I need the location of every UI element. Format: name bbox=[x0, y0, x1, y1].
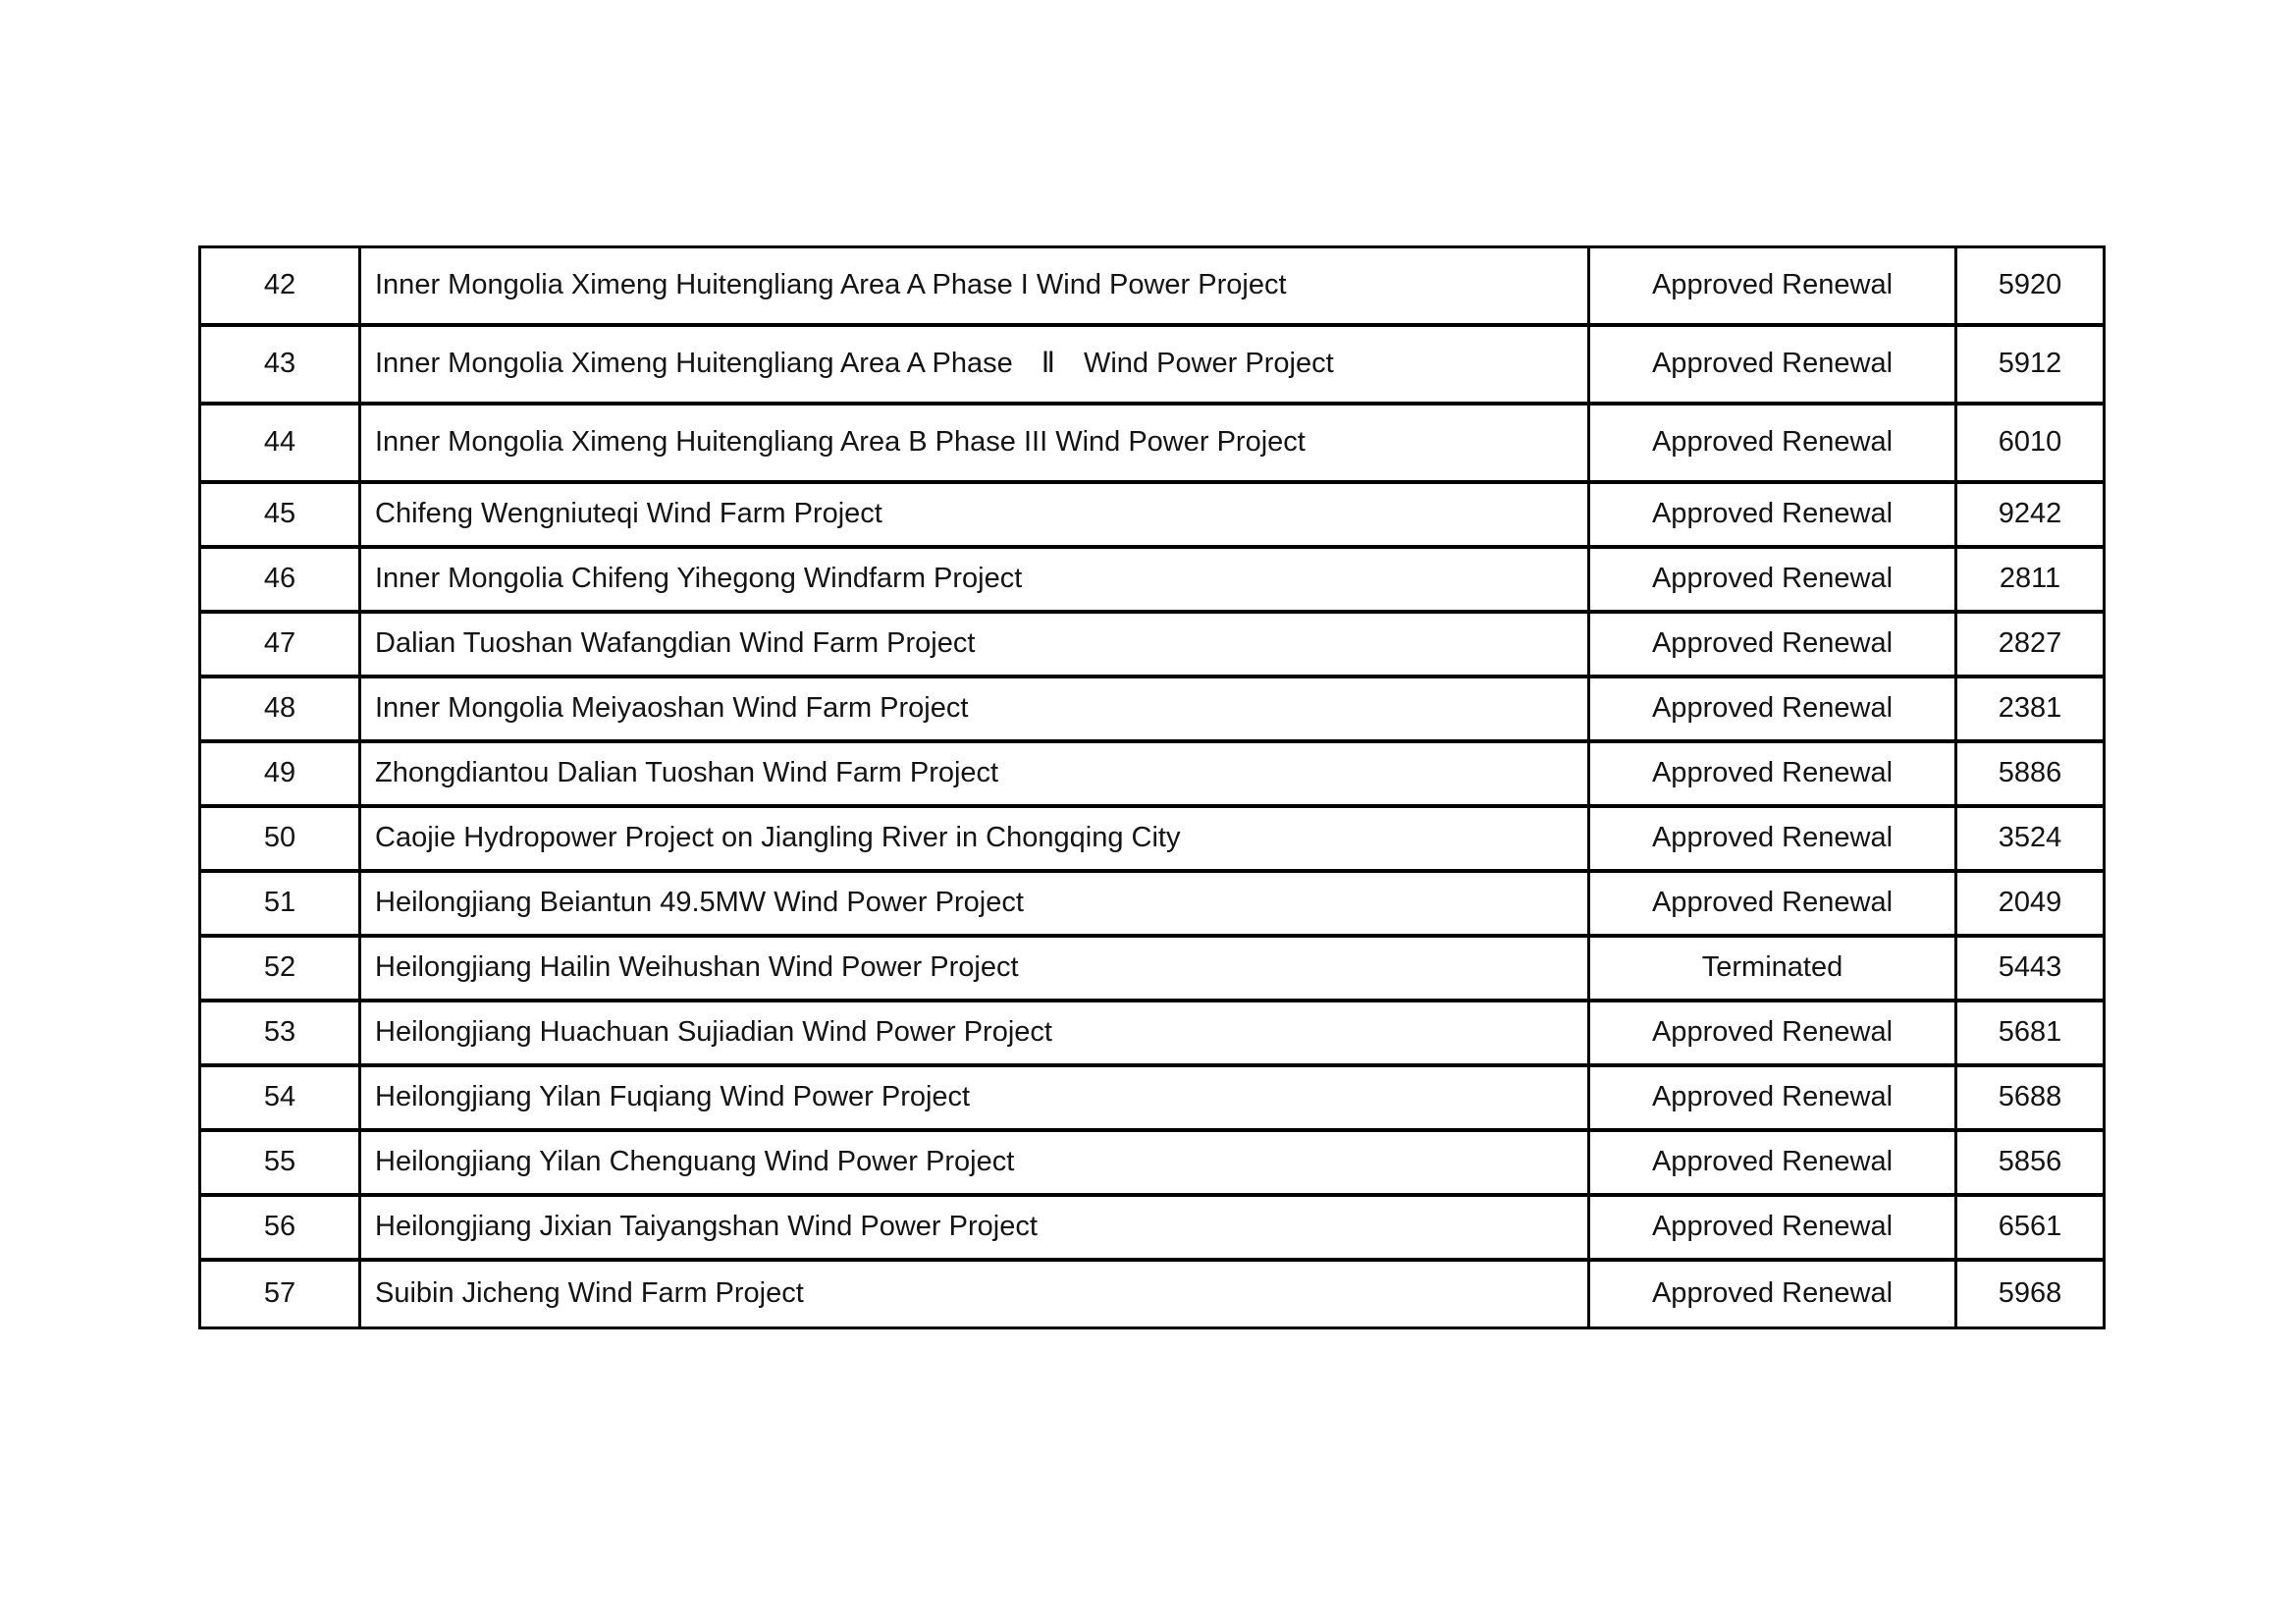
value-cell: 5968 bbox=[1998, 1277, 2062, 1310]
row-number-cell: 48 bbox=[201, 678, 361, 743]
project-name-cell: Inner Mongolia Ximeng Huitengliang Area B Phase III Wind Power Project bbox=[361, 406, 1590, 484]
project-name-cell: Zhongdiantou Dalian Tuoshan Wind Farm Project bbox=[361, 743, 1590, 808]
status-cell: Approved Renewal bbox=[1590, 406, 1957, 484]
status-cell: Approved Renewal bbox=[1590, 678, 1957, 743]
value-cell: 5681 bbox=[1957, 1002, 2103, 1067]
status-cell: Terminated bbox=[1590, 938, 1957, 1002]
row-number-cell: 43 bbox=[201, 327, 361, 406]
project-name-cell: Heilongjiang Yilan Chenguang Wind Power Project bbox=[361, 1132, 1590, 1197]
row-number-cell: 42 bbox=[201, 248, 361, 327]
status-cell: Approved Renewal bbox=[1590, 327, 1957, 406]
row-number-cell: 50 bbox=[201, 808, 361, 873]
row-number-cell: 54 bbox=[201, 1067, 361, 1132]
status-cell: Approved Renewal bbox=[1590, 1197, 1957, 1262]
status-cell: Approved Renewal bbox=[1590, 484, 1957, 549]
status-cell: Approved Renewal bbox=[1590, 248, 1957, 327]
project-name-cell: Suibin Jicheng Wind Farm Project bbox=[361, 1262, 1590, 1326]
row-number-cell: 55 bbox=[201, 1132, 361, 1197]
project-name-cell: Heilongjiang Beiantun 49.5MW Wind Power Project bbox=[361, 873, 1590, 938]
value-cell: 5912 bbox=[1957, 327, 2103, 406]
project-name-cell: Inner Mongolia Chifeng Yihegong Windfarm Project bbox=[361, 549, 1590, 614]
value-cell: 5688 bbox=[1957, 1067, 2103, 1132]
value-cell: 5886 bbox=[1957, 743, 2103, 808]
status-cell: Approved Renewal bbox=[1590, 1067, 1957, 1132]
row-number-cell: 57 bbox=[201, 1262, 361, 1326]
row-number-cell: 51 bbox=[201, 873, 361, 938]
project-name-cell: Heilongjiang Huachuan Sujiadian Wind Power Project bbox=[361, 1002, 1590, 1067]
status-cell: Approved Renewal bbox=[1590, 1132, 1957, 1197]
row-number-cell: 45 bbox=[201, 484, 361, 549]
value-cell: 3524 bbox=[1957, 808, 2103, 873]
value-cell: 6561 bbox=[1957, 1197, 2103, 1262]
project-name-cell: Chifeng Wengniuteqi Wind Farm Project bbox=[361, 484, 1590, 549]
value-cell: 5856 bbox=[1957, 1132, 2103, 1197]
status-cell: Approved Renewal bbox=[1590, 1002, 1957, 1067]
projects-table bbox=[198, 245, 2106, 1329]
status-cell: Approved Renewal bbox=[1590, 808, 1957, 873]
value-cell: 6010 bbox=[1957, 406, 2103, 484]
project-name-cell: Dalian Tuoshan Wafangdian Wind Farm Project bbox=[361, 614, 1590, 678]
status-cell: Approved Renewal bbox=[1590, 1262, 1957, 1326]
project-name-cell: Inner Mongolia Ximeng Huitengliang Area A Phase Ⅱ Wind Power Project bbox=[361, 327, 1590, 406]
project-name-cell: Heilongjiang Jixian Taiyangshan Wind Power Project bbox=[361, 1197, 1590, 1262]
value-cell: 5443 bbox=[1957, 938, 2103, 1002]
row-number-cell: 49 bbox=[201, 743, 361, 808]
row-number-cell: 47 bbox=[201, 614, 361, 678]
value-cell: 2827 bbox=[1957, 614, 2103, 678]
value-cell: 9242 bbox=[1957, 484, 2103, 549]
row-number-cell: 52 bbox=[201, 938, 361, 1002]
project-name-cell: Inner Mongolia Ximeng Huitengliang Area A Phase I Wind Power Project bbox=[361, 248, 1590, 327]
value-cell: 2381 bbox=[1957, 678, 2103, 743]
project-name-cell: Heilongjiang Hailin Weihushan Wind Power Project bbox=[361, 938, 1590, 1002]
value-cell: 2811 bbox=[1957, 549, 2103, 614]
project-name-cell: Heilongjiang Yilan Fuqiang Wind Power Project bbox=[361, 1067, 1590, 1132]
status-cell: Approved Renewal bbox=[1590, 743, 1957, 808]
status-cell: Approved Renewal bbox=[1590, 549, 1957, 614]
row-number-cell: 53 bbox=[201, 1002, 361, 1067]
row-number-cell: 56 bbox=[201, 1197, 361, 1262]
value-cell: 5920 bbox=[1957, 248, 2103, 327]
row-number-cell: 46 bbox=[201, 549, 361, 614]
status-cell: Approved Renewal bbox=[1590, 614, 1957, 678]
project-name-cell: Caojie Hydropower Project on Jiangling River in Chongqing City bbox=[361, 808, 1590, 873]
status-cell: Approved Renewal bbox=[1590, 873, 1957, 938]
row-number-cell: 44 bbox=[201, 406, 361, 484]
value-cell: 2049 bbox=[1957, 873, 2103, 938]
project-name-cell: Inner Mongolia Meiyaoshan Wind Farm Project bbox=[361, 678, 1590, 743]
